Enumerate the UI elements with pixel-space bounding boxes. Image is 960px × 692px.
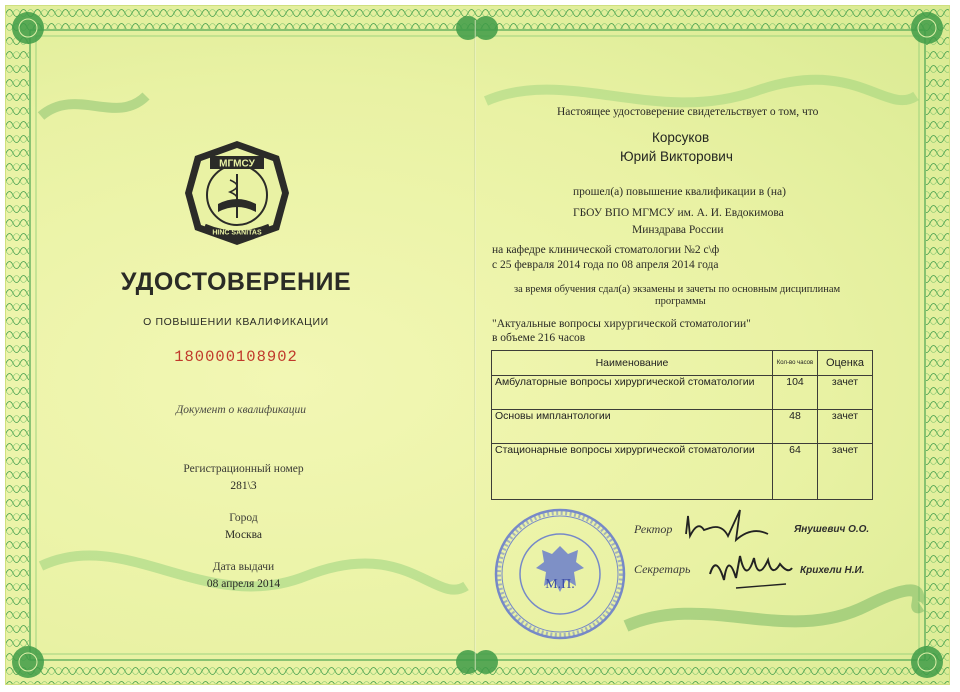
institution-name: ГБОУ ВПО МГМСУ им. А. И. Евдокимова: [573, 207, 784, 219]
table-header-row: [492, 351, 873, 376]
subjects-table: [491, 350, 873, 500]
official-seal-stamp: [492, 506, 628, 642]
table-row: [492, 376, 873, 410]
serial-number: 180000108902: [174, 348, 298, 366]
certificate-document: [6, 6, 949, 684]
ministry-name: Минздрава России: [632, 224, 724, 236]
registration-number-label: Регистрационный номер: [183, 463, 304, 475]
subject-hours: 64: [773, 444, 818, 500]
secretary-label: Секретарь: [634, 562, 691, 576]
issue-date-label: Дата выдачи: [212, 561, 275, 573]
secretary-name: Крихели Н.И.: [800, 565, 865, 576]
program-title: "Актуальные вопросы хирургической стоматологии": [492, 318, 751, 330]
page-fold: [474, 20, 476, 670]
rector-label: Ректор: [634, 522, 673, 536]
rector-signature: [682, 506, 772, 546]
document-type: Документ о квалификации: [175, 404, 307, 416]
program-volume: в объеме 216 часов: [492, 332, 586, 344]
svg-text:HINC SANITAS: HINC SANITAS: [212, 229, 262, 237]
holder-given-names: Юрий Викторович: [620, 149, 733, 164]
university-emblem-icon: [182, 138, 292, 248]
certify-statement: Настоящее удостоверение свидетельствует о том, что: [557, 106, 819, 118]
table-row: [492, 444, 873, 500]
subject-hours: 104: [773, 376, 818, 410]
exams-statement-cont: программы: [655, 296, 706, 307]
city-value: Москва: [224, 529, 263, 541]
subject-name: Стационарные вопросы хирургической стоматологии: [492, 444, 773, 500]
subject-grade: зачет: [818, 376, 873, 410]
table-row: [492, 410, 873, 444]
subject-hours: 48: [773, 410, 818, 444]
holder-surname: Корсуков: [652, 130, 710, 145]
training-period: с 25 февраля 2014 года по 08 апреля 2014 года: [492, 259, 719, 271]
department-name: на кафедре клинической стоматологии №2 с\ф: [492, 244, 720, 256]
city-label: Город: [229, 512, 258, 524]
issue-date-value: 08 апреля 2014: [206, 578, 281, 590]
certificate-subtitle: О ПОВЫШЕНИИ КВАЛИФИКАЦИИ: [143, 316, 329, 328]
svg-text:М.П.: М.П.: [545, 577, 575, 592]
column-header-grade: Оценка: [818, 351, 873, 376]
completed-statement: прошел(а) повышение квалификации в (на): [573, 186, 786, 198]
subject-grade: зачет: [818, 444, 873, 500]
exams-statement: за время обучения сдал(а) экзамены и зачеты по основным дисциплинам: [514, 284, 841, 295]
subject-name: Амбулаторные вопросы хирургической стоматологии: [492, 376, 773, 410]
secretary-signature: [706, 544, 796, 594]
column-header-name: Наименование: [492, 351, 773, 376]
certificate-title: УДОСТОВЕРЕНИЕ: [120, 268, 352, 296]
registration-number-value: 281\3: [230, 480, 257, 492]
subject-grade: зачет: [818, 410, 873, 444]
column-header-hours: Кол-во часов: [773, 351, 818, 376]
svg-text:МГМСУ: МГМСУ: [219, 158, 255, 170]
subject-name: Основы имплантологии: [492, 410, 773, 444]
rector-name: Янушевич О.О.: [794, 524, 870, 535]
